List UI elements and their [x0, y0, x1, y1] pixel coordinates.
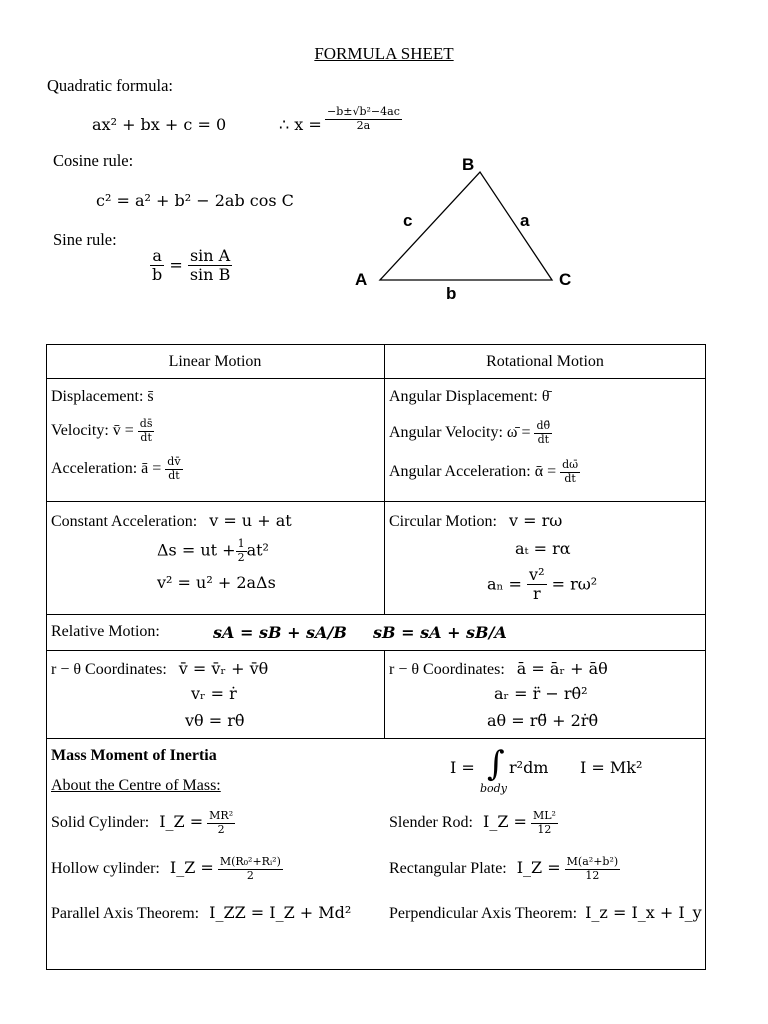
- constant-acceleration-eq1: v = u + at: [209, 511, 292, 530]
- circular-motion-eq1: v = rω: [508, 511, 563, 530]
- slender-rod-den: 12: [537, 822, 552, 836]
- relative-motion-eq2: sB = sA + sB/A: [373, 623, 507, 642]
- rectangular-plate-label: Rectangular Plate:: [389, 859, 507, 877]
- slender-rod-num: ML²: [532, 809, 556, 822]
- sine-label: Sine rule:: [53, 230, 117, 249]
- quadratic-solution: [325, 106, 402, 132]
- solid-cylinder: [51, 810, 235, 836]
- constant-acceleration-eq3: v² = u² + 2aΔs: [157, 573, 276, 592]
- circular-motion-label: Circular Motion:: [389, 513, 497, 530]
- relative-motion-label: Relative Motion:: [51, 623, 160, 640]
- circular-motion-eq2: aₜ = rα: [515, 539, 571, 558]
- constant-acceleration-label: Constant Acceleration:: [51, 513, 198, 530]
- polar-linear-eq2: vᵣ = ṙ: [191, 684, 237, 703]
- angular-velocity: [389, 420, 552, 446]
- linear-velocity-label: Velocity: v̄ =: [51, 421, 134, 439]
- polar-rotational-eq2: aᵣ = r̈ − rθ̇²: [494, 684, 588, 703]
- sine-rhs-denominator: sin B: [189, 265, 231, 285]
- page-title: FORMULA SHEET: [314, 44, 454, 63]
- inertia-integral-body: r²dm: [509, 758, 549, 777]
- table-rule: [46, 378, 706, 379]
- angular-acceleration-label: Angular Acceleration: ᾱ =: [389, 462, 557, 480]
- sine-lhs-numerator: a: [150, 247, 164, 266]
- angular-acceleration-den: dt: [564, 471, 576, 485]
- perpendicular-axis-eq: I_z = I_x + I_y: [585, 903, 702, 922]
- eq2-den: 2: [237, 550, 245, 564]
- linear-velocity-den: dt: [140, 430, 152, 444]
- triangle-vertex-a: A: [355, 270, 368, 289]
- hollow-cylinder-lhs: I_Z =: [169, 857, 214, 877]
- linear-velocity: [51, 418, 154, 444]
- triangle-vertex-c: C: [559, 270, 572, 289]
- parallel-axis-label: Parallel Axis Theorem:: [51, 905, 200, 922]
- quadratic-equation: ax² + bx + c = 0: [92, 115, 227, 134]
- rectangular-plate-lhs: I_Z =: [516, 857, 561, 877]
- quadratic-numerator: −b±√b²−4ac: [327, 105, 400, 118]
- hollow-cylinder: [51, 856, 283, 882]
- perpendicular-axis: [389, 903, 702, 923]
- polar-rotational: [389, 659, 608, 679]
- table-divider: [384, 344, 385, 615]
- quadratic-therefore: ∴ x =: [279, 115, 322, 134]
- linear-acceleration: [51, 456, 183, 482]
- perpendicular-axis-label: Perpendicular Axis Theorem:: [389, 905, 578, 922]
- eq2-num: 1: [237, 537, 245, 550]
- table-rule: [46, 614, 706, 615]
- polar-rotational-eq1: ā = āᵣ + āθ: [516, 659, 608, 678]
- eq2-rhs: at²: [246, 540, 269, 560]
- linear-velocity-num: ds̄: [139, 417, 153, 430]
- sine-lhs-denominator: b: [152, 265, 163, 285]
- linear-displacement: Displacement: s̄: [51, 388, 154, 405]
- eq3-num: v²: [529, 565, 545, 584]
- angular-velocity-num: dθ̄: [536, 419, 551, 432]
- polar-linear-eq1: v̄ = v̄ᵣ + v̄θ: [178, 659, 269, 678]
- triangle-side-b: b: [446, 284, 457, 303]
- circular-motion: [389, 511, 562, 531]
- linear-acceleration-label: Acceleration: ā =: [51, 459, 162, 477]
- rectangular-plate-den: 12: [585, 868, 600, 882]
- linear-acceleration-den: dt: [168, 468, 180, 482]
- inertia-mk2: I = Mk²: [580, 758, 643, 777]
- rectangular-plate-num: M(a²+b²): [566, 855, 619, 868]
- quadratic-label: Quadratic formula:: [47, 76, 173, 95]
- eq3-lhs: aₙ =: [487, 574, 522, 594]
- constant-acceleration-eq2: [157, 538, 269, 564]
- integral-sign-icon: ∫: [487, 744, 505, 784]
- constant-acceleration: [51, 511, 292, 531]
- sine-equals: =: [169, 255, 183, 275]
- slender-rod-label: Slender Rod:: [389, 813, 473, 831]
- angular-acceleration-num: dω̄: [562, 458, 579, 471]
- triangle-vertex-b: B: [462, 155, 475, 174]
- eq2-lhs: Δs = ut +: [157, 540, 236, 560]
- solid-cylinder-den: 2: [217, 822, 225, 836]
- eq3-den: r: [532, 584, 541, 604]
- slender-rod: [389, 810, 558, 836]
- parallel-axis: [51, 903, 351, 923]
- sine-rhs-numerator: sin A: [188, 247, 232, 266]
- cosine-label: Cosine rule:: [53, 151, 134, 170]
- angular-velocity-label: Angular Velocity: ω̄ =: [389, 423, 531, 441]
- inertia-heading: Mass Moment of Inertia: [51, 747, 217, 764]
- hollow-cylinder-den: 2: [246, 868, 254, 882]
- slender-rod-lhs: I_Z =: [483, 811, 527, 831]
- sine-equation: [150, 247, 232, 285]
- triangle-side-c: c: [403, 211, 413, 230]
- polar-rotational-eq3: aθ = rθ̈ + 2ṙθ̇: [487, 711, 599, 730]
- angular-velocity-den: dt: [537, 432, 550, 446]
- table-rule: [46, 650, 706, 651]
- angular-acceleration: [389, 459, 580, 485]
- quadratic-denominator: 2a: [356, 118, 371, 132]
- inertia-subheading: About the Centre of Mass:: [51, 777, 221, 794]
- table-divider: [384, 650, 385, 738]
- header-linear-motion: Linear Motion: [168, 353, 262, 370]
- angular-displacement: Angular Displacement: θ̄: [389, 388, 550, 405]
- linear-acceleration-num: dv̄: [167, 455, 181, 468]
- polar-linear-eq3: vθ = rθ̇: [185, 711, 245, 730]
- cosine-equation: c² = a² + b² − 2ab cos C: [96, 191, 294, 210]
- table-rule: [46, 738, 706, 739]
- hollow-cylinder-num: M(R₀²+Rᵢ²): [219, 855, 281, 868]
- parallel-axis-eq: I_ZZ = I_Z + Md²: [209, 903, 352, 922]
- rectangular-plate: [389, 856, 620, 882]
- circular-motion-eq3: [487, 566, 597, 604]
- hollow-cylinder-label: Hollow cylinder:: [51, 859, 160, 877]
- eq3-rhs: = rω²: [551, 574, 598, 594]
- header-rotational-motion: Rotational Motion: [486, 353, 604, 370]
- polar-linear-label: r − θ Coordinates:: [51, 661, 167, 678]
- table-rule: [46, 501, 706, 502]
- inertia-integral-lhs: I =: [450, 758, 475, 777]
- polar-rotational-label: r − θ Coordinates:: [389, 661, 505, 678]
- solid-cylinder-label: Solid Cylinder:: [51, 813, 150, 831]
- inertia-integral-sub: body: [480, 782, 507, 795]
- solid-cylinder-num: MR²: [209, 809, 234, 822]
- solid-cylinder-lhs: I_Z =: [159, 811, 204, 831]
- polar-linear: [51, 659, 268, 679]
- relative-motion-eq1: sA = sB + sA/B: [213, 623, 347, 642]
- triangle-side-a: a: [520, 211, 530, 230]
